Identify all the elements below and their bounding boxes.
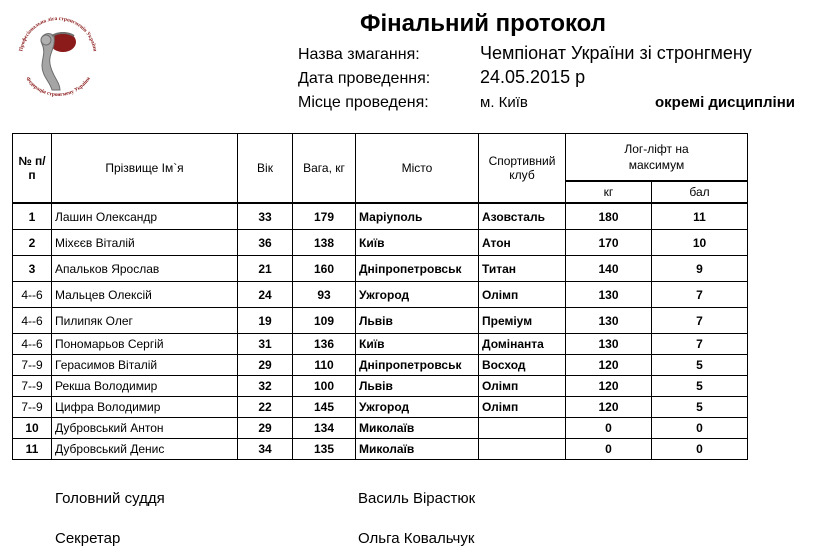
table-row [13,355,748,376]
cell-city: Київ [356,334,479,355]
cell-club: Олімп [479,282,566,308]
cell-weight: 110 [293,355,356,376]
cell-name: Лашин Олександр [52,203,238,230]
cell-age: 32 [238,376,293,397]
cell-name: Герасимов Віталій [52,355,238,376]
cell-age: 19 [238,308,293,334]
cell-club: Олімп [479,376,566,397]
cell-points: 0 [652,418,748,439]
cell-points: 5 [652,397,748,418]
place-label: Місце проведеня: [298,94,429,111]
cell-place: 10 [13,418,52,439]
cell-kg: 140 [566,256,652,282]
federation-logo [8,6,108,106]
cell-kg: 120 [566,355,652,376]
cell-city: Львів [356,308,479,334]
secretary-label: Секретар [55,530,121,547]
cell-age: 34 [238,439,293,460]
table-row [13,203,748,230]
cell-place: 4--6 [13,282,52,308]
cell-weight: 138 [293,230,356,256]
table-row [13,376,748,397]
cell-place: 7--9 [13,376,52,397]
cell-age: 36 [238,230,293,256]
cell-place: 3 [13,256,52,282]
date-value: 24.05.2015 р [480,67,586,87]
cell-kg: 180 [566,203,652,230]
cell-place: 2 [13,230,52,256]
cell-club [479,418,566,439]
cell-weight: 135 [293,439,356,460]
header-name: Прізвище Ім`я [52,134,238,204]
judge-name: Василь Вірастюк [358,490,476,507]
cell-age: 29 [238,418,293,439]
cell-city: Львів [356,376,479,397]
table-row [13,334,748,355]
cell-city: Миколаїв [356,439,479,460]
cell-club: Олімп [479,397,566,418]
cell-points: 11 [652,203,748,230]
logo-text-top: Професіональна ліга стронгменів України [18,15,98,52]
cell-age: 29 [238,355,293,376]
cell-club: Азовсталь [479,203,566,230]
cell-points: 9 [652,256,748,282]
cell-name: Рекша Володимир [52,376,238,397]
cell-city: Київ [356,230,479,256]
header-points: бал [652,181,748,203]
cell-place: 1 [13,203,52,230]
cell-kg: 130 [566,282,652,308]
cell-name: Апальков Ярослав [52,256,238,282]
table-row [13,308,748,334]
cell-kg: 120 [566,397,652,418]
header-num: № п/п [13,134,52,204]
header-event: Лог-ліфт на максимум [566,134,748,182]
cell-club [479,439,566,460]
cell-place: 11 [13,439,52,460]
disciplines-label: окремі дисципліни [655,94,795,111]
cell-points: 7 [652,334,748,355]
logo-text-bottom: Федерація стронгмену України [24,76,92,99]
header-kg: кг [566,181,652,203]
judge-label: Головний суддя [55,490,165,507]
strongman-figure-icon [41,32,76,90]
header-age: Вік [238,134,293,204]
cell-points: 7 [652,308,748,334]
cell-club: Преміум [479,308,566,334]
cell-name: Дубровський Антон [52,418,238,439]
cell-name: Дубровський Денис [52,439,238,460]
header-club: Спортивний клуб [479,134,566,204]
cell-club: Титан [479,256,566,282]
cell-weight: 145 [293,397,356,418]
cell-age: 31 [238,334,293,355]
cell-weight: 93 [293,282,356,308]
cell-city: Ужгород [356,397,479,418]
cell-place: 7--9 [13,397,52,418]
cell-place: 4--6 [13,334,52,355]
cell-club: Домінанта [479,334,566,355]
cell-kg: 130 [566,308,652,334]
cell-name: Цифра Володимир [52,397,238,418]
cell-name: Мальцев Олексій [52,282,238,308]
table-row [13,256,748,282]
competition-value: Чемпіонат України зі стронгмену [480,43,752,63]
cell-place: 4--6 [13,308,52,334]
results-body [13,203,748,460]
cell-kg: 130 [566,334,652,355]
cell-kg: 170 [566,230,652,256]
cell-weight: 160 [293,256,356,282]
cell-weight: 109 [293,308,356,334]
results-table [12,133,748,460]
cell-kg: 120 [566,376,652,397]
table-row [13,397,748,418]
cell-weight: 179 [293,203,356,230]
place-value: м. Київ [480,94,528,111]
cell-weight: 136 [293,334,356,355]
table-row [13,282,748,308]
competition-label: Назва змагання: [298,46,420,63]
cell-city: Маріуполь [356,203,479,230]
cell-city: Дніпропетровськ [356,355,479,376]
cell-place: 7--9 [13,355,52,376]
cell-club: Восход [479,355,566,376]
date-label: Дата проведення: [298,70,431,87]
table-row [13,439,748,460]
table-row [13,230,748,256]
cell-points: 10 [652,230,748,256]
cell-kg: 0 [566,418,652,439]
cell-city: Дніпропетровськ [356,256,479,282]
cell-name: Пономарьов Сергій [52,334,238,355]
cell-city: Ужгород [356,282,479,308]
cell-age: 33 [238,203,293,230]
header-weight: Вага, кг [293,134,356,204]
table-row [13,418,748,439]
page-title: Фінальний протокол [360,10,606,37]
cell-name: Пилипяк Олег [52,308,238,334]
secretary-name: Ольга Ковальчук [358,530,475,547]
cell-points: 5 [652,355,748,376]
header-city: Місто [356,134,479,204]
cell-points: 0 [652,439,748,460]
cell-city: Миколаїв [356,418,479,439]
cell-weight: 134 [293,418,356,439]
cell-club: Атон [479,230,566,256]
cell-age: 21 [238,256,293,282]
cell-name: Міхєєв Віталій [52,230,238,256]
cell-points: 5 [652,376,748,397]
cell-age: 22 [238,397,293,418]
cell-weight: 100 [293,376,356,397]
cell-age: 24 [238,282,293,308]
cell-points: 7 [652,282,748,308]
cell-kg: 0 [566,439,652,460]
